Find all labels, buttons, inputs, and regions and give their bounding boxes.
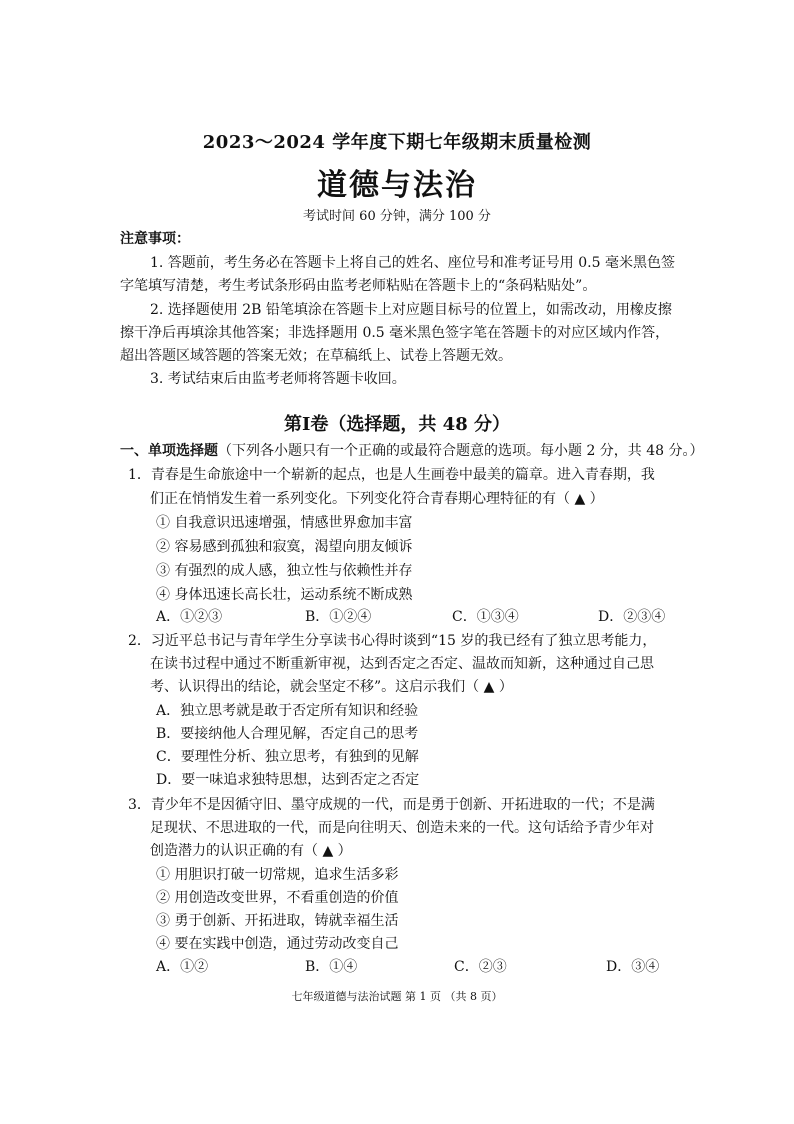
- exam-title: 2023～2024 学年度下期七年级期末质量检测: [202, 132, 592, 153]
- question-stem: 们正在悄悄发生着一系列变化。下列变化符合青春期心理特征的有（ ▲ ）: [150, 491, 604, 507]
- section-title: 第Ⅰ卷（选择题，共 48 分）: [283, 414, 510, 435]
- statement-item: ④ 身体迅速长高长壮，运动系统不断成熟: [156, 587, 413, 603]
- statement-item: ① 自我意识迅速增强，情感世界愈加丰富: [156, 515, 413, 531]
- question-stem: 足现状、不思进取的一代，而是向往明天、创造未来的一代。这句话给予青少年对: [150, 820, 654, 836]
- notice-heading: 注意事项：: [120, 231, 190, 247]
- notice-line: 2. 选择题使用 2B 铅笔填涂在答题卡上对应题目标号的位置上，如需改动，用橡皮擦: [150, 302, 672, 318]
- choice-item: D．要一味追求独特思想，达到否定之否定: [156, 772, 420, 788]
- answer-option: D．③④: [606, 959, 660, 975]
- statement-item: ④ 要在实践中创造，通过劳动改变自己: [156, 936, 399, 952]
- notice-line: 超出答题区域答题的答案无效；在草稿纸上、试卷上答题无效。: [120, 348, 512, 364]
- notice-line: 3. 考试结束后由监考老师将答题卡收回。: [150, 371, 406, 387]
- question-stem: 在读书过程中通过不断重新审视，达到否定之否定、温故而知新，这种通过自己思: [150, 656, 654, 672]
- answer-option: A．①②③: [156, 609, 223, 625]
- answer-option: D．②③④: [598, 609, 666, 625]
- choice-item: C．要理性分析、独立思考，有独到的见解: [156, 749, 419, 765]
- notice-line: 1. 答题前，考生务必在答题卡上将自己的姓名、座位号和准考证号用 0.5 毫米黑色签: [150, 255, 675, 271]
- page-footer: 七年级道德与法治试题 第 1 页 （共 8 页）: [291, 990, 503, 1003]
- question-stem: 3．青少年不是因循守旧、墨守成规的一代，而是勇于创新、开拓进取的一代；不是满: [128, 797, 655, 813]
- question-stem: 创造潜力的认识正确的有（ ▲ ）: [150, 843, 352, 859]
- answer-option: C．①③④: [452, 609, 519, 625]
- time-info: 考试时间 60 分钟，满分 100 分: [303, 209, 491, 224]
- statement-item: ② 容易感到孤独和寂寞，渴望向朋友倾诉: [156, 539, 413, 555]
- part-label: 一、单项选择题: [120, 443, 218, 459]
- notice-line: 擦干净后再填涂其他答案；非选择题用 0.5 毫米黑色签字笔在答题卡的对应区域内作答，: [120, 325, 670, 341]
- answer-option: B．①②④: [305, 609, 372, 625]
- question-stem: 1．青春是生命旅途中一个崭新的起点，也是人生画卷中最美的篇章。进入青春期，我: [128, 467, 655, 483]
- question-stem: 考、认识得出的结论，就会坚定不移”。这启示我们（ ▲ ）: [150, 679, 513, 695]
- part-heading: [120, 440, 704, 460]
- part-description: （下列各小题只有一个正确的或最符合题意的选项。每小题 2 分，共 48 分。）: [218, 443, 704, 459]
- statement-item: ② 用创造改变世界，不看重创造的价值: [156, 890, 399, 906]
- choice-item: B．要接纳他人合理见解，否定自己的思考: [156, 726, 419, 742]
- choice-item: A．独立思考就是敢于否定所有知识和经验: [156, 703, 419, 719]
- answer-option: A．①②: [156, 959, 209, 975]
- statement-item: ③ 勇于创新、开拓进取，铸就幸福生活: [156, 913, 399, 929]
- statement-item: ③ 有强烈的成人感，独立性与依赖性并存: [156, 563, 413, 579]
- answer-option: B．①④: [305, 959, 358, 975]
- subject-title: 道德与法治: [317, 168, 477, 203]
- statement-item: ① 用胆识打破一切常规，追求生活多彩: [156, 867, 399, 883]
- answer-option: C．②③: [454, 959, 507, 975]
- question-stem: 2．习近平总书记与青年学生分享读书心得时谈到“15 岁的我已经有了独立思考能力，: [128, 633, 657, 649]
- notice-line: 字笔填写清楚，考生考试条形码由监考老师粘贴在答题卡上的“条码粘贴处”。: [120, 278, 597, 294]
